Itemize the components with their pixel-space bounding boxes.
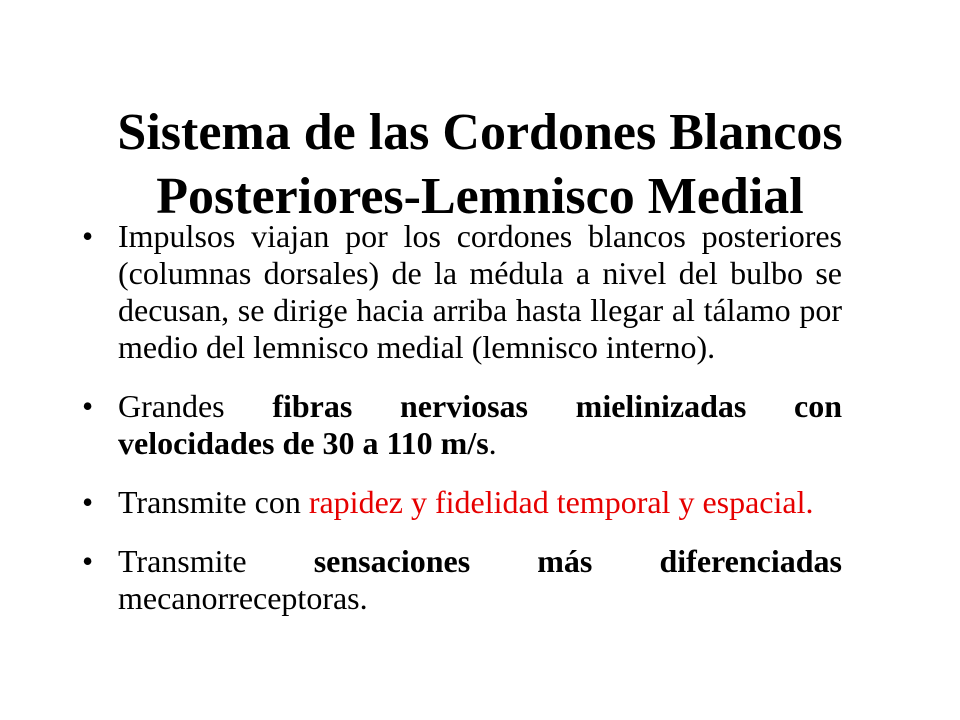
bullet-dot-icon: • — [82, 543, 94, 579]
bullet-text-prefix: Transmite con — [118, 484, 309, 520]
bullet-item-rapidez — [82, 484, 842, 521]
bullet-text-prefix: Transmite — [118, 543, 314, 579]
bullet-list — [82, 218, 842, 617]
bullet-text: Impulsos viajan por los cordones blancos posteriores (columnas dorsales) de la médula a nivel del bulbo se decusan, se dirige hacia arriba hasta llegar al tálamo por medio del lemnisco medial (lemnisco interno). — [118, 218, 842, 365]
bullet-text-emphasis: sensaciones más diferenciadas — [313, 543, 843, 579]
slide-title-line-2: Posteriores-Lemnisco Medial — [156, 167, 804, 225]
slide-title-line-1: Sistema de las Cordones Blancos — [117, 103, 843, 161]
bullet-dot-icon: • — [82, 484, 94, 520]
slide-title — [40, 101, 920, 229]
bullet-text-highlight: rapidez y fidelidad temporal y espacial. — [308, 484, 814, 520]
bullet-text-emphasis: fibras nerviosas mielinizadas con velocidades de 30 a 110 m/s — [118, 388, 843, 461]
bullet-item-impulsos — [82, 218, 842, 366]
bullet-text-suffix: mecanorreceptoras. — [118, 580, 368, 616]
bullet-item-sensaciones — [82, 543, 842, 617]
bullet-item-fibras — [82, 388, 842, 462]
bullet-text-prefix: Grandes — [118, 388, 273, 424]
bullet-dot-icon: • — [82, 218, 94, 254]
bullet-dot-icon: • — [82, 388, 94, 424]
bullet-text-suffix: . — [488, 425, 497, 461]
